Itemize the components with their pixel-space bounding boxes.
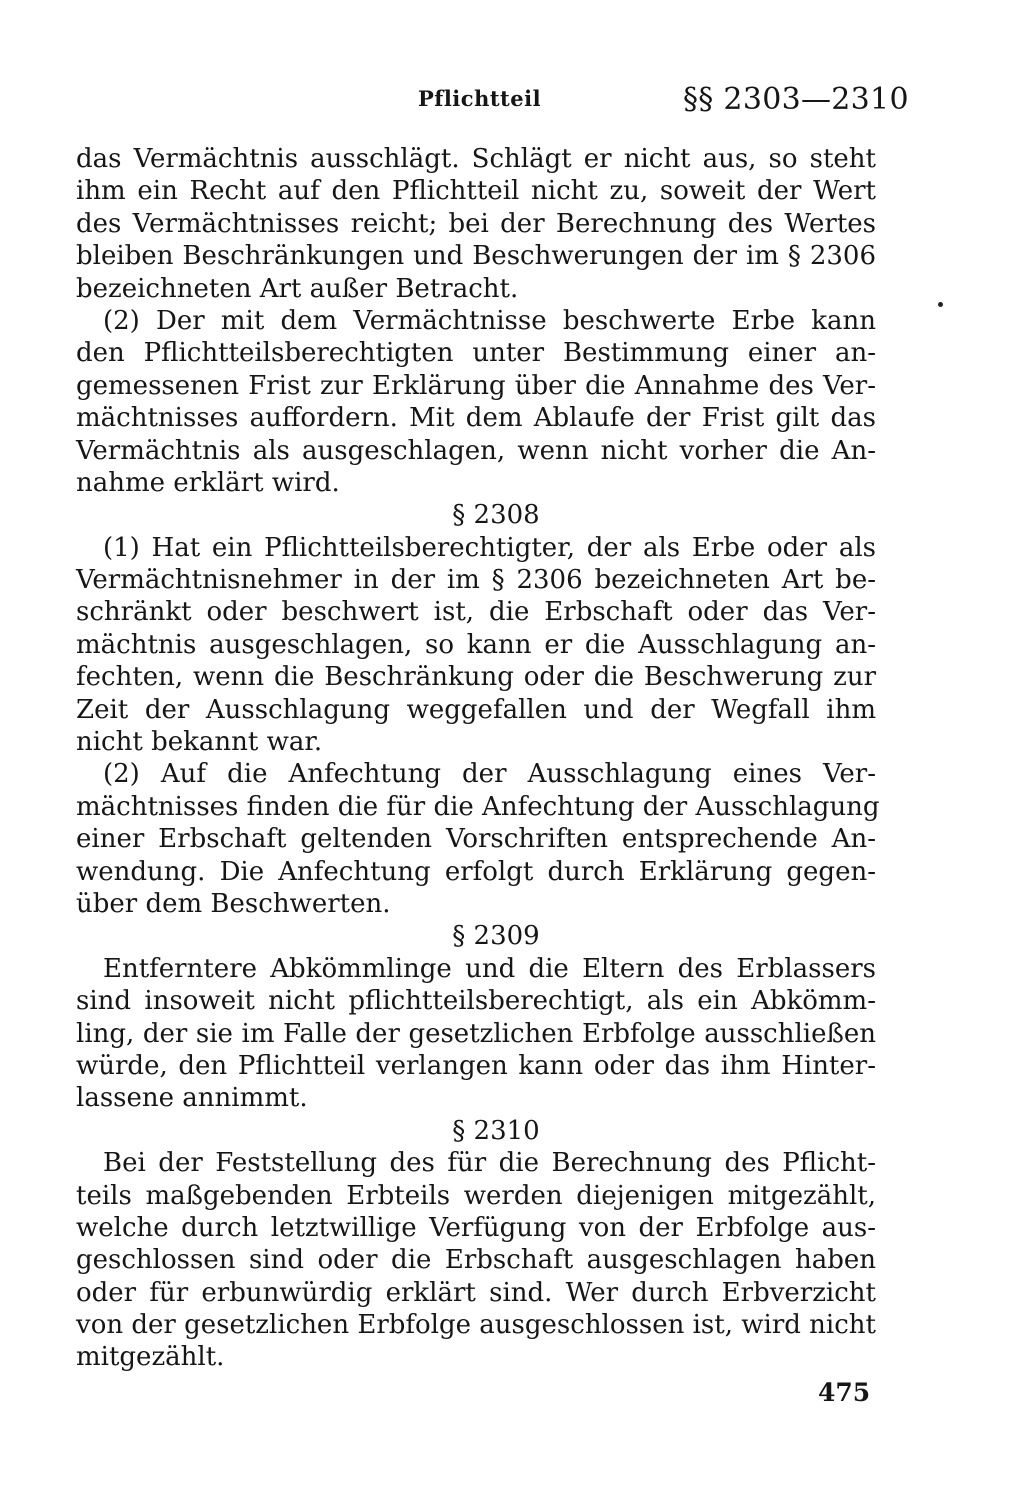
section-heading-2308: § 2308 xyxy=(452,500,540,531)
text-line: mitgezählt. xyxy=(76,1342,225,1373)
text-line: geschlossen sind oder die Erbschaft ausgeschlagen haben xyxy=(76,1245,876,1276)
text-line: oder für erbunwürdig erklärt sind. Wer durch Erbverzicht xyxy=(76,1277,876,1308)
text-line: würde, den Pflichtteil verlangen kann oder das ihm Hinter- xyxy=(76,1050,876,1081)
running-title: Pflichtteil xyxy=(418,86,542,111)
text-line: (2) Auf die Anfechtung der Ausschlagung eines Ver- xyxy=(103,759,876,790)
text-line: Vermächtnis als ausgeschlagen, wenn nicht vorher die An- xyxy=(76,435,876,466)
text-line: über dem Beschwerten. xyxy=(76,888,391,919)
text-line: nicht bekannt war. xyxy=(76,727,323,758)
text-line: Entferntere Abkömmlinge und die Eltern des Erblassers xyxy=(103,953,876,984)
text-line: schränkt oder beschwert ist, die Erbschaft oder das Ver- xyxy=(76,597,876,628)
text-line: das Vermächtnis ausschlägt. Schlägt er nicht aus, so steht xyxy=(76,144,876,174)
text-line: wendung. Die Anfechtung erfolgt durch Erklärung gegen- xyxy=(76,856,876,887)
text-line: lassene annimmt. xyxy=(76,1083,308,1114)
text-line: Zeit der Ausschlagung weggefallen und der Wegfall ihm xyxy=(76,694,876,725)
text-line: fechten, wenn die Beschränkung oder die Beschwerung zur xyxy=(76,662,876,693)
text-line: Vermächtnisnehmer in der im § 2306 bezeichneten Art be- xyxy=(76,565,876,596)
section-range: §§ 2303—2310 xyxy=(683,82,909,117)
text-line: nahme erklärt wird. xyxy=(76,467,340,498)
text-line: gemessenen Frist zur Erklärung über die Annahme des Ver- xyxy=(76,370,876,401)
text-line: welche durch letztwillige Verfügung von der Erbfolge aus- xyxy=(76,1212,876,1243)
text-line: sind insoweit nicht pflichtteilsberechtigt, als ein Abkömm- xyxy=(76,986,876,1017)
text-line: mächtnisses auffordern. Mit dem Ablaufe der Frist gilt das xyxy=(76,403,876,434)
section-heading-2309: § 2309 xyxy=(452,921,540,952)
text-line: mächtnisses finden die für die Anfechtung der Ausschlagung xyxy=(76,791,880,822)
text-line: bezeichneten Art außer Betracht. xyxy=(76,273,519,304)
body-text xyxy=(76,143,880,1374)
text-line: bleiben Beschränkungen und Beschwerungen der im § 2306 xyxy=(76,241,876,272)
text-line: des Vermächtnisses reicht; bei der Berechnung des Wertes xyxy=(76,208,876,239)
text-line: einer Erbschaft geltenden Vorschriften entsprechende An- xyxy=(76,824,876,855)
stray-ink-mark xyxy=(938,302,943,307)
text-line: ling, der sie im Falle der gesetzlichen Erbfolge ausschließen xyxy=(76,1018,876,1049)
text-line: mächtnis ausgeschlagen, so kann er die Ausschlagung an- xyxy=(76,629,876,660)
page-number: 475 xyxy=(818,1378,871,1407)
text-line: (1) Hat ein Pflichtteilsberechtigter, der als Erbe oder als xyxy=(103,532,876,563)
text-line: den Pflichtteilsberechtigten unter Bestimmung einer an- xyxy=(76,338,876,369)
section-heading-2310: § 2310 xyxy=(452,1115,540,1146)
text-line: von der gesetzlichen Erbfolge ausgeschlossen ist, wird nicht xyxy=(76,1310,876,1341)
text-line: Bei der Feststellung des für die Berechnung des Pflicht- xyxy=(103,1148,876,1179)
text-line: ihm ein Recht auf den Pflichtteil nicht zu, soweit der Wert xyxy=(76,176,876,207)
text-line: teils maßgebenden Erbteils werden diejenigen mitgezählt, xyxy=(76,1180,876,1211)
text-line: (2) Der mit dem Vermächtnisse beschwerte Erbe kann xyxy=(103,305,876,336)
